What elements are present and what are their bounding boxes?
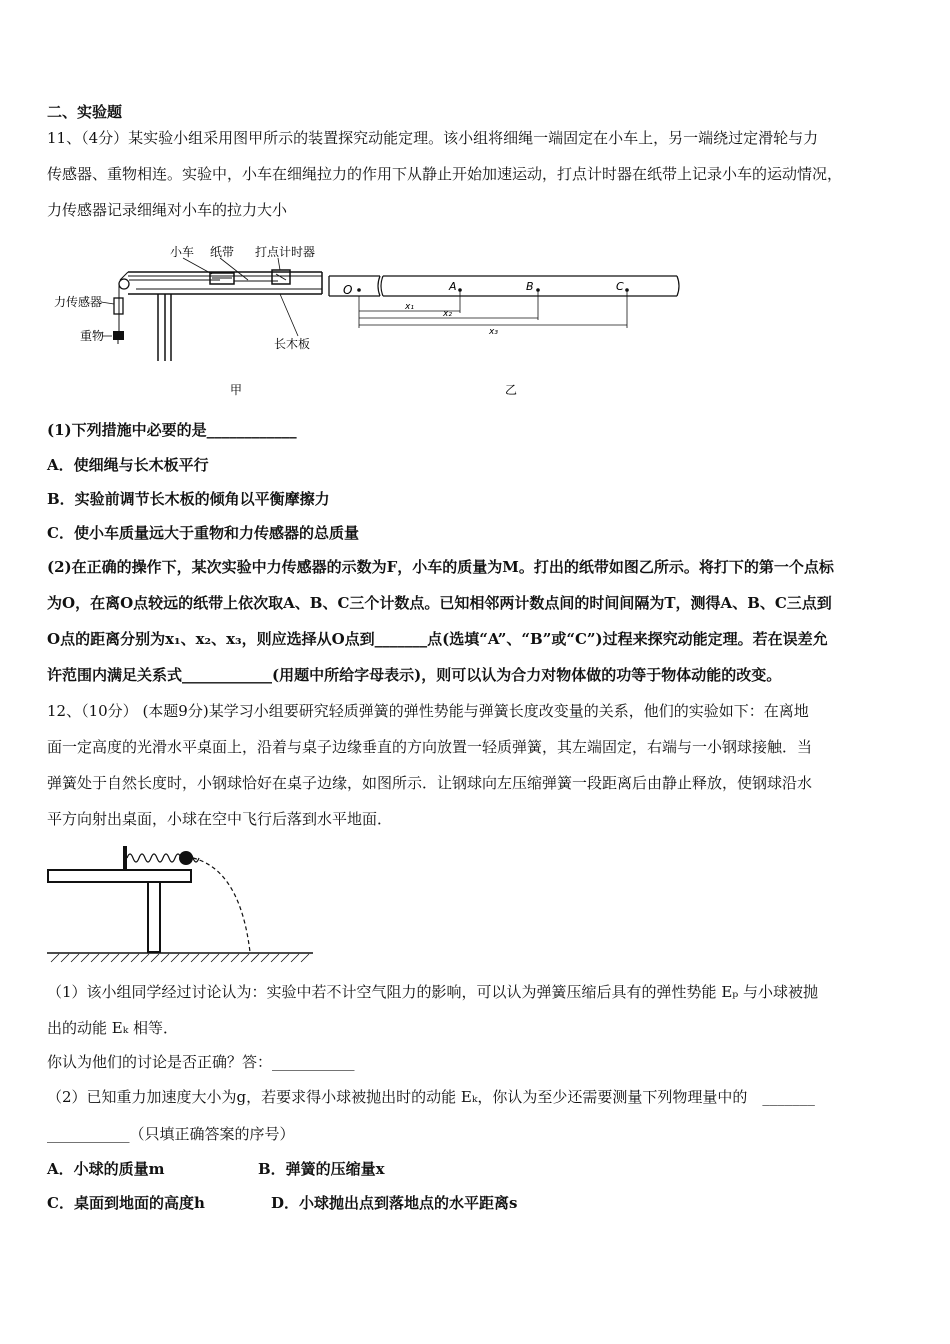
figure-apparatus (50, 236, 340, 401)
ball-icon (179, 851, 193, 865)
label-car: 小车 (170, 245, 195, 259)
label-weight: 重物 (80, 329, 105, 343)
q11-line-2: 传感器、重物相连。实验中，小车在细绳拉力的作用下从静止开始加速运动，打点计时器在纸带上记录小车的运动情况， (47, 165, 843, 183)
figure-tape (325, 268, 685, 401)
label-tape: 纸带 (210, 245, 235, 259)
q11-line-3: 力传感器记录细绳对小车的拉力大小 (47, 201, 288, 219)
pulley-icon (119, 279, 129, 289)
label-board: 长木板 (274, 337, 311, 351)
q12-line-3: 弹簧处于自然长度时，小钢球恰好在桌子边缘，如图所示．让钢球向左压缩弹簧一段距离后由静止释放，使钢球沿水 (47, 774, 813, 792)
q11-sub2-line-1: (2)在正确的操作下，某次实验中力传感器的示数为F，小车的质量为M。打出的纸带如图乙所示。将打下的第一个点标 (47, 558, 834, 576)
q11-sub2-line-3: O点的距离分别为x₁、x₂、x₃，则应选择从O点到_______点(选填“A”、“B”或“C”)过程来探究动能定理。若在误差允 (47, 630, 828, 648)
dim-x2: x₂ (443, 309, 452, 319)
q12-option-b: B．弹簧的压缩量x (258, 1160, 385, 1178)
q12-line-2: 面一定高度的光滑水平桌面上，沿着与桌子边缘垂直的方向放置一轻质弹簧，其左端固定，右端与一小钢球接触．当 (47, 738, 813, 756)
q12-sub1-line-2: 出的动能 Eₖ 相等． (47, 1019, 178, 1037)
q12-sub2-line-2: ___________（只填正确答案的序号） (47, 1125, 295, 1143)
label-sensor: 力传感器 (54, 295, 103, 309)
q11-line-1: 11、（4分）某实验小组采用图甲所示的装置探究动能定理。该小组将细绳一端固定在小车上，另一端绕过定滑轮与力 (47, 129, 819, 147)
q12-option-d: D．小球抛出点到落地点的水平距离s (271, 1194, 518, 1212)
q12-sub1-line-1: （1）该小组同学经过讨论认为：实验中若不计空气阻力的影响，可以认为弹簧压缩后具有的弹性势能 Eₚ 与小球被抛 (47, 983, 819, 1001)
point-a: A (449, 280, 457, 293)
q11-option-b: B．实验前调节长木板的倾角以平衡摩擦力 (47, 490, 330, 508)
q11-option-a: A．使细绳与长木板平行 (47, 456, 209, 474)
q12-option-a: A．小球的质量m (47, 1160, 165, 1178)
q12-sub1-line-3: 你认为他们的讨论是否正确？答：___________ (47, 1053, 355, 1071)
figure-spring-table (45, 840, 320, 965)
section-title: 二、实验题 (47, 103, 123, 121)
weight-icon (113, 331, 124, 340)
caption-yi: 乙 (505, 383, 518, 397)
q12-line-4: 平方向射出桌面，小球在空中飞行后落到水平地面． (47, 810, 393, 828)
q11-sub2-line-2: 为O，在离O点较远的纸带上依次取A、B、C三个计数点。已知相邻两计数点间的时间间隔为T，测得A、B、C三点到 (47, 594, 832, 612)
q12-sub2-line-1: （2）已知重力加速度大小为g，若要求得小球被抛出时的动能 Eₖ，你认为至少还需要测量下列物理量中的 _______ (47, 1088, 815, 1106)
q11-sub2-line-4: 许范围内满足关系式____________(用题中所给字母表示)，则可以认为合力对物体做的功等于物体动能的改变。 (47, 666, 782, 684)
q12-line-1: 12、（10分） (本题9分)某学习小组要研究轻质弹簧的弹性势能与弹簧长度改变量的关系，他们的实验如下：在离地 (47, 702, 809, 720)
point-o: O (343, 283, 353, 297)
caption-jia: 甲 (230, 383, 243, 397)
label-timer: 打点计时器 (255, 245, 316, 259)
point-b: B (526, 280, 534, 293)
dim-x1: x₁ (405, 302, 414, 312)
point-c: C (616, 280, 624, 293)
q12-option-c: C．桌面到地面的高度h (47, 1194, 205, 1212)
q11-option-c: C．使小车质量远大于重物和力传感器的总质量 (47, 524, 359, 542)
q11-sub1: (1)下列措施中必要的是____________ (47, 421, 297, 439)
dim-x3: x₃ (489, 327, 498, 337)
